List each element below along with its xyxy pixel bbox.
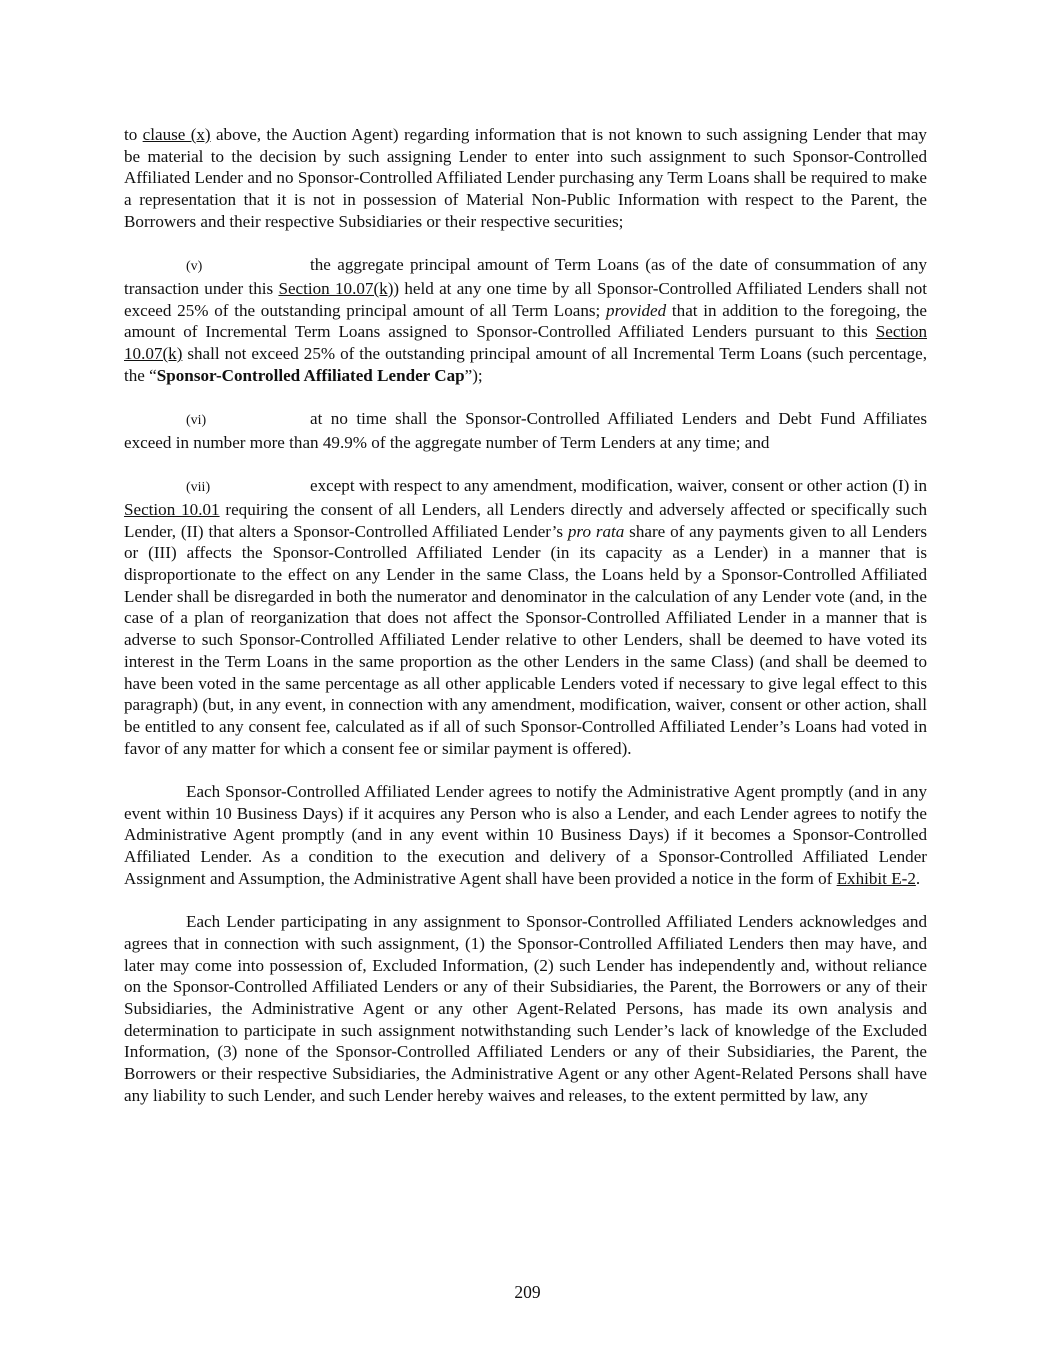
section-reference: Section 10.01 bbox=[124, 499, 220, 519]
clause-number: (v) bbox=[186, 259, 203, 275]
defined-term: Sponsor-Controlled Affiliated Lender Cap bbox=[156, 365, 465, 385]
text: at no time shall the Sponsor-Controlled Affiliated Lenders and Debt Fund Affiliates exceed in number more than 49.9% of the aggregate number of Term Lenders at any time; and bbox=[124, 409, 927, 452]
clause-number: (vii) bbox=[186, 480, 211, 496]
text: to bbox=[124, 125, 143, 144]
clause-vi bbox=[124, 408, 927, 453]
text: that in addition to the foregoing, the amount of Incremental Term Loans assigned to Sponsor-Controlled Affiliated Lenders pursuant to this bbox=[124, 300, 927, 342]
text: . bbox=[915, 868, 921, 888]
exhibit-reference: Exhibit E-2 bbox=[836, 868, 916, 888]
text: Each Sponsor-Controlled Affiliated Lender agrees to notify the Administrative Agent promptly (and in any event within 10 Business Days) if it acquires any Person who is also a Lender, and each Lender agrees to notify the Administrative Agent promptly (and in any event within 10 Business Days) if it becomes a Sponsor-Controlled Affiliated Lender. As a condition to the execution and delivery of a Sponsor-Controlled Affiliated Lender Assignment and Assumption, the Administrative Agent shall have been provided a notice in the form of bbox=[124, 782, 927, 888]
paragraph-notification bbox=[124, 781, 927, 890]
clause-v bbox=[124, 254, 927, 386]
document-page bbox=[124, 124, 927, 1107]
text: share of any payments given to all Lenders or (III) affects the Sponsor-Controlled Affiliated Lender (in its capacity as a Lender) in a manner that is disproportionate to the effect on any Lender in the same Class, the Loans held by a Sponsor-Controlled Affiliated Lender shall be disregarded in both the numerator and denominator in the calculation of any Lender vote (and, in the case of a plan of reorganization that does not affect the Sponsor-Controlled Affiliated Lender in a manner that is adverse to such Sponsor-Controlled Affiliated Lender relative to other Lenders, shall be deemed to have voted its interest in the Term Loans in the same proportion as the other Lenders in the same Class) (and shall be deemed to have been voted in the same percentage as all other applicable Lenders voted if necessary to give legal effect to this paragraph) (but, in any event, in connection with any amendment, modification, waiver, consent or other action, shall be entitled to any consent fee, calculated as if all of such Sponsor-Controlled Affiliated Lender’s Loans had voted in favor of any matter for which a consent fee or similar payment is offered). bbox=[124, 521, 927, 758]
clause-number: (vi) bbox=[186, 413, 207, 429]
paragraph-acknowledgement bbox=[124, 911, 927, 1106]
text: ”); bbox=[464, 365, 483, 385]
clause-x-reference: clause (x) bbox=[142, 125, 211, 144]
paragraph-continued bbox=[124, 124, 927, 233]
text: shall not exceed 25% of the outstanding principal amount of all Incremental Term Loans (such percentage, the “ bbox=[124, 344, 927, 385]
text: ) held at any one time by all Sponsor-Controlled Affiliated Lenders shall not exceed 25% of the outstanding principal amount of all Term Loans; bbox=[124, 278, 927, 320]
clause-vii bbox=[124, 475, 927, 759]
section-reference: Section 10.07(k) bbox=[124, 322, 927, 364]
italic-term: pro rata bbox=[567, 521, 625, 541]
text: Each Lender participating in any assignment to Sponsor-Controlled Affiliated Lenders acknowledges and agrees that in connection with such assignment, (1) the Sponsor-Controlled Affiliated Lenders then may have, and later may come into possession of, Excluded Information, (2) such Lender has independently and, without reliance on the Sponsor-Controlled Affiliated Lenders or any of their Subsidiaries, the Parent, the Borrowers or any of their Subsidiaries, the Administrative Agent or any other Agent-Related Persons, has made its own analysis and determination to participate in such assignment notwithstanding such Lender’s lack of knowledge of the Excluded Information, (3) none of the Sponsor-Controlled Affiliated Lenders or any of their Subsidiaries, the Parent, the Borrowers or their respective Subsidiaries, the Administrative Agent or any other Agent-Related Persons shall have any liability to such Lender, and such Lender hereby waives and releases, to the extent permitted by law, any bbox=[124, 912, 927, 1105]
text: requiring the consent of all Lenders, all Lenders directly and adversely affected or specifically such Lender, (II) that alters a Sponsor-Controlled Affiliated Lender’s bbox=[124, 499, 927, 541]
page-number: 209 bbox=[514, 1282, 541, 1302]
text: above, the Auction Agent) regarding information that is not known to such assigning Lender that may be material to the decision by such assigning Lender to enter into such assignment to such Sponsor-Controlled Affiliated Lender and no Sponsor-Controlled Affiliated Lender purchasing any Term Loans shall be required to make a representation that it is not in possession of Material Non-Public Information with respect to the Parent, the Borrowers and their respective Subsidiaries or their respective securities; bbox=[124, 125, 927, 231]
section-reference: Section 10.07(k) bbox=[278, 278, 394, 298]
italic-term: provided bbox=[606, 300, 667, 320]
text: except with respect to any amendment, modification, waiver, consent or other action (I) in bbox=[310, 476, 927, 496]
text: the aggregate principal amount of Term Loans (as of the date of consummation of any transaction under this bbox=[124, 255, 927, 298]
